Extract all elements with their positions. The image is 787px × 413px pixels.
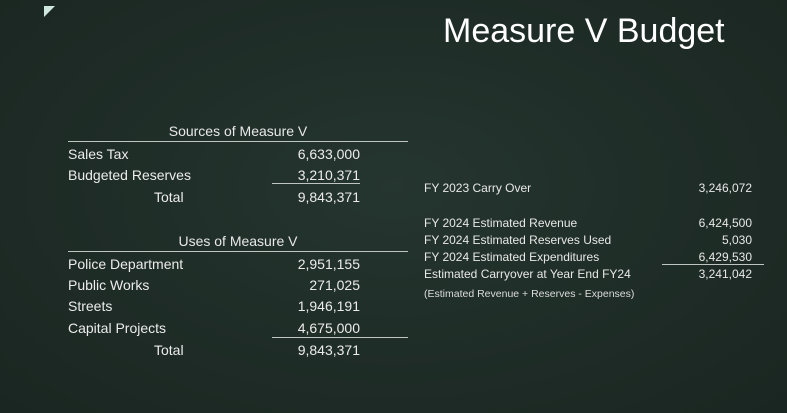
uses-row-value: 1,946,191 [297,298,360,314]
carryover-row-label: FY 2024 Estimated Revenue [424,216,578,230]
uses-total-value: 9,843,371 [297,342,360,358]
carryover-row-value: 6,424,500 [698,216,752,230]
carryover-note: (Estimated Revenue + Reserves - Expenses) [424,288,635,300]
carryover-subtotal-rule [662,264,764,265]
uses-row-label: Police Department [68,256,184,272]
sources-row-value: 6,633,000 [297,146,360,162]
carry-over-value: 3,246,072 [698,181,752,195]
sources-divider [68,141,408,142]
uses-row-label: Streets [68,298,113,314]
uses-row-value: 271,025 [309,277,360,293]
carry-over-label: FY 2023 Carry Over [424,181,532,195]
sources-row-label: Sales Tax [68,146,129,162]
page-title: Measure V Budget [443,12,725,50]
uses-row-value: 2,951,155 [297,256,360,272]
sources-total-label: Total [154,189,184,205]
uses-divider [68,251,408,252]
sources-row-value: 3,210,371 [272,167,360,184]
carryover-row-label: Estimated Carryover at Year End FY24 [424,267,631,281]
carryover-row-value: 5,030 [721,233,752,247]
sources-total-value: 9,843,371 [297,189,360,205]
carryover-row-label: FY 2024 Estimated Expenditures [424,250,600,264]
sources-row-label: Budgeted Reserves [68,167,191,183]
carryover-row-label: FY 2024 Estimated Reserves Used [424,233,612,247]
uses-row-label: Capital Projects [68,320,167,336]
corner-triangle-icon [44,6,55,17]
carryover-row-value: 6,429,530 [698,250,752,264]
uses-subtotal-rule [272,337,408,338]
sources-heading: Sources of Measure V [168,123,308,139]
uses-row-value: 4,675,000 [297,320,360,336]
uses-heading: Uses of Measure V [178,233,298,249]
uses-row-label: Public Works [68,277,150,293]
carryover-row-value: 3,241,042 [698,267,752,281]
uses-total-label: Total [154,342,184,358]
